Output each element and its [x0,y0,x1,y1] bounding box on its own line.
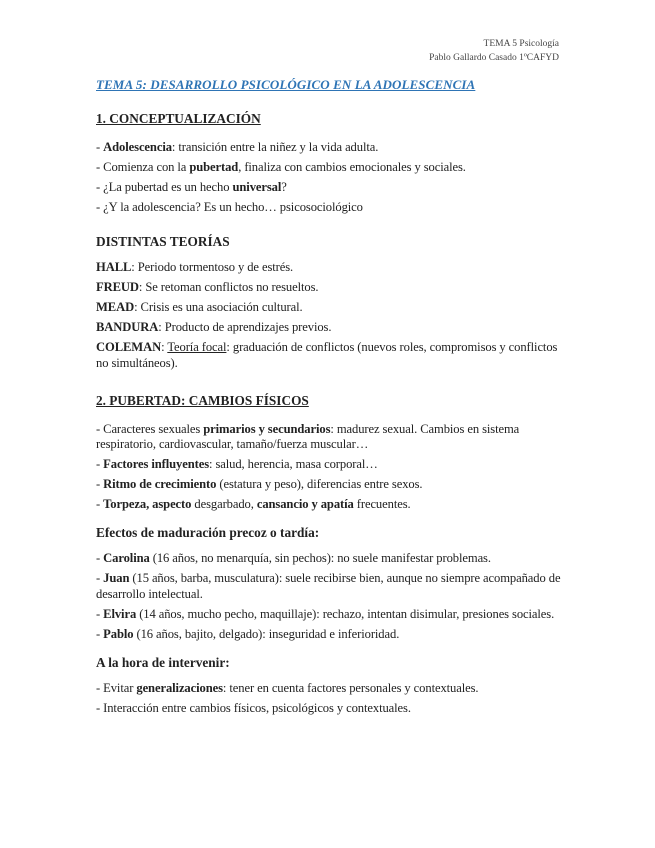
theory-item: FREUD: Se retoman conflictos no resueltos. [96,280,319,294]
document-body [96,77,564,721]
list-item: - Comienza con la pubertad, finaliza con cambios emocionales y sociales. [96,160,466,174]
list-item: - Juan (15 años, barba, musculatura): suele recibirse bien, aunque no siempre acompañado de desarrollo intelectual. [96,571,561,601]
list-item: - Pablo (16 años, bajito, delgado): inseguridad e inferioridad. [96,626,400,641]
theory-item: HALL: Periodo tormentoso y de estrés. [96,260,294,274]
list-item: - ¿La pubertad es un hecho universal? [96,180,287,194]
list-item: - Adolescencia: transición entre la niñez y la vida adulta. [96,140,379,154]
document-title: TEMA 5: DESARROLLO PSICOLÓGICO EN LA ADOLESCENCIA [96,77,476,92]
list-item: - Carolina (16 años, no menarquía, sin pechos): no suele manifestar problemas. [96,551,491,565]
section-heading-conceptualizacion: 1. CONCEPTUALIZACIÓN [96,111,261,126]
page-header [429,38,559,65]
list-item: - ¿Y la adolescencia? Es un hecho… psicosociológico [96,200,363,214]
underlined-term: Teoría focal [167,340,227,354]
theory-item: BANDURA: Producto de aprendizajes previos. [96,320,332,334]
list-item: - Ritmo de crecimiento (estatura y peso), diferencias entre sexos. [96,477,423,491]
header-topic: TEMA 5 Psicología [483,39,559,49]
subheading-efectos: Efectos de maduración precoz o tardía: [96,525,320,540]
section-heading-pubertad: 2. PUBERTAD: CAMBIOS FÍSICOS [96,392,309,408]
theory-item: MEAD: Crisis es una asociación cultural. [96,300,303,314]
theory-item: COLEMAN: Teoría focal: graduación de conflictos (nuevos roles, compromisos y conflictos no simultáneos). [96,340,558,370]
list-item: - Torpeza, aspecto desgarbado, cansancio y apatía frecuentes. [96,497,411,511]
list-item: - Caracteres sexuales primarios y secundarios: madurez sexual. Cambios en sistema respiratorio, cardiovascular, tamaño/fuerza muscular… [96,421,520,451]
list-item: - Interacción entre cambios físicos, psicológicos y contextuales. [96,700,411,715]
list-item: - Elvira (14 años, mucho pecho, maquillaje): rechazo, intentan disimular, presiones sociales. [96,606,555,621]
subheading-intervenir: A la hora de intervenir: [96,654,230,670]
list-item: - Factores influyentes: salud, herencia, masa corporal… [96,457,378,471]
list-item: - Evitar generalizaciones: tener en cuenta factores personales y contextuales. [96,680,479,695]
header-author: Pablo Gallardo Casado 1ºCAFYD [429,52,559,63]
section-heading-teorias: DISTINTAS TEORÍAS [96,234,230,249]
